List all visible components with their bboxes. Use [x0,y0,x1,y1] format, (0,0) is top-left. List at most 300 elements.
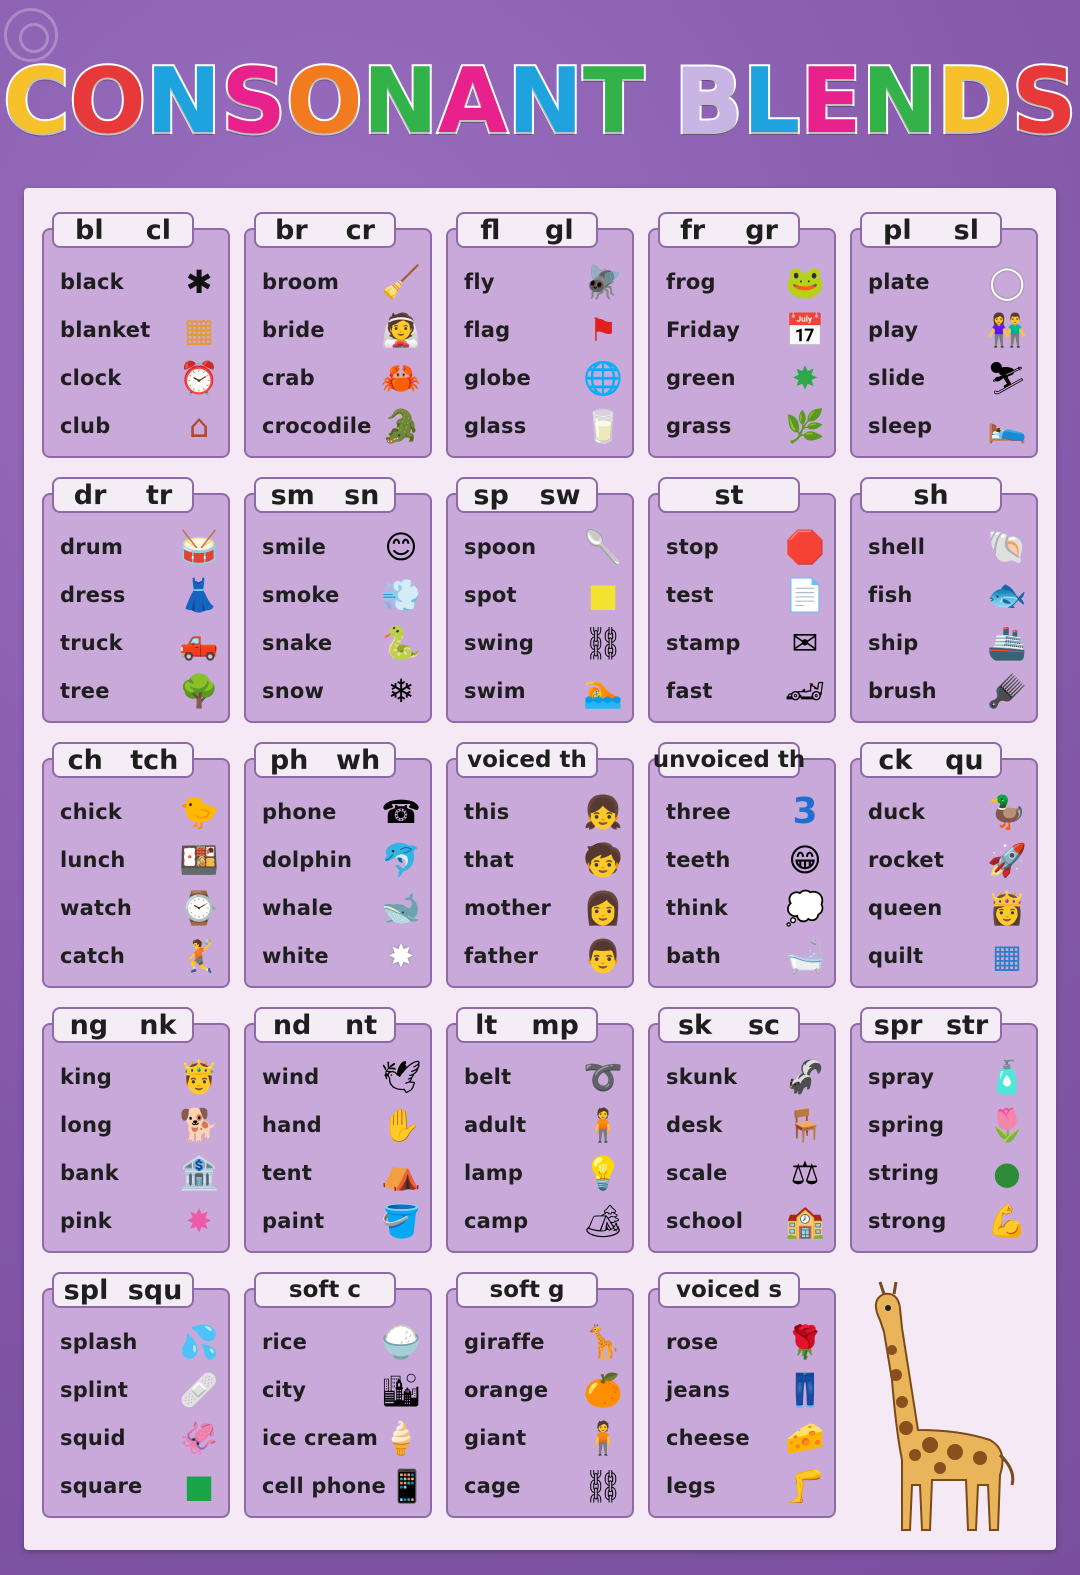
giraffe-illustration-icon [840,1280,1020,1540]
word-row [60,788,220,836]
blend-card-header [254,1007,396,1043]
blend-label: sn [344,479,380,511]
desk-icon: 🪑 [785,1106,825,1144]
teeth-icon: 😁 [788,841,822,879]
blend-label: qu [945,744,984,776]
example-word: phone [262,800,337,824]
blend-label: spl [63,1274,109,1306]
camp-icon: 🏕 [582,1202,624,1240]
blend-label: squ [127,1274,183,1306]
word-list [868,1053,1028,1245]
example-word: three [666,800,731,824]
spray-bottle-icon: 🧴 [987,1058,1027,1096]
example-word: skunk [666,1065,738,1089]
mother-icon: 👩 [583,889,623,927]
snake-icon: 🐍 [381,624,421,662]
example-word: cage [464,1474,521,1498]
blend-card [42,214,230,458]
fish-icon: 🐟 [987,576,1027,614]
word-row [868,1101,1028,1149]
example-word: that [464,848,514,872]
blend-label: sw [539,479,581,511]
blend-card [648,747,836,988]
example-word: catch [60,944,126,968]
dachshund-icon: 🐕 [179,1106,219,1144]
blend-card-header [658,1007,800,1043]
word-row [60,402,220,450]
example-word: shell [868,535,926,559]
cell-phone-icon: 📱 [387,1467,427,1505]
word-row [868,306,1028,354]
blend-card [42,479,230,723]
blend-label: cl [145,214,171,246]
title-letter: B [674,49,743,154]
word-list [464,1318,624,1510]
example-word: smoke [262,583,340,607]
blend-label: dr [73,479,107,511]
blend-card [446,747,634,988]
example-word: snow [262,679,325,703]
word-row [868,836,1028,884]
word-row [60,1366,220,1414]
example-word: spoon [464,535,537,559]
blend-card-header [254,1272,396,1308]
example-word: spray [868,1065,935,1089]
blend-label: nt [345,1009,378,1041]
word-row [464,1197,624,1245]
blend-label: spr [873,1009,923,1041]
word-list [464,788,624,980]
shell-icon: 🐚 [987,528,1027,566]
word-row [60,1414,220,1462]
word-list [868,258,1028,450]
blend-label: voiced s [675,1277,783,1303]
blend-card [446,1277,634,1518]
word-row [666,1462,826,1510]
word-row [666,258,826,306]
word-row [262,836,422,884]
strong-arm-icon: 💪 [987,1202,1027,1240]
dolphin-icon: 🐬 [381,841,421,879]
blend-label: wh [336,744,381,776]
example-word: belt [464,1065,512,1089]
blend-card [244,214,432,458]
school-icon: 🏫 [785,1202,825,1240]
blend-label: bl [75,214,104,246]
word-row [464,932,624,980]
example-word: crab [262,366,315,390]
clubhouse-icon: ⌂ [188,407,210,445]
word-row [262,258,422,306]
word-row [60,884,220,932]
example-word: sleep [868,414,933,438]
title-letter: O [286,49,363,154]
bathtub-icon: 🛁 [785,937,825,975]
tree-icon: 🌳 [179,672,219,710]
word-row [868,1197,1028,1245]
example-word: crocodile [262,414,372,438]
blend-card [850,1009,1038,1253]
example-word: rose [666,1330,719,1354]
example-word: camp [464,1209,529,1233]
title-letter: S [1011,49,1077,154]
example-word: school [666,1209,744,1233]
blend-card-header [456,212,598,248]
example-word: green [666,366,736,390]
example-word: cell phone [262,1474,387,1498]
word-row [464,836,624,884]
blend-card [446,214,634,458]
dress-icon: 👗 [179,576,219,614]
blend-card-header [860,477,1002,513]
blend-card-header [254,742,396,778]
word-row [666,667,826,715]
word-row [666,1101,826,1149]
word-list [262,523,422,715]
example-word: dolphin [262,848,353,872]
title-word-consonant [3,49,645,154]
word-row [464,523,624,571]
blend-card-header [652,742,806,778]
ship-icon: 🚢 [987,624,1027,662]
word-row [464,402,624,450]
word-row [464,1462,624,1510]
word-list [262,1318,427,1510]
word-row [666,1149,826,1197]
example-word: mother [464,896,552,920]
word-row [464,1366,624,1414]
drum-icon: 🥁 [179,528,219,566]
word-list [464,1053,624,1245]
snowflake-icon: ❄ [387,672,415,710]
word-row [464,354,624,402]
word-row [666,402,826,450]
example-word: brush [868,679,937,703]
splint-icon: 🩹 [179,1371,219,1409]
blend-label: tch [130,744,179,776]
title-letter: L [742,49,801,154]
blend-card-header [52,1007,194,1043]
giant-icon: 🧍 [583,1419,623,1457]
example-word: giraffe [464,1330,545,1354]
blend-label: gr [745,214,778,246]
blend-card-header [456,477,598,513]
example-word: fish [868,583,913,607]
blend-card [648,214,836,458]
word-row [262,1197,422,1245]
blend-label: sm [270,479,315,511]
plate-icon: ◯ [989,263,1025,301]
example-word: cheese [666,1426,750,1450]
blend-label: nd [272,1009,312,1041]
example-word: club [60,414,111,438]
example-word: frog [666,270,716,294]
pink-splash-icon: ✸ [185,1202,213,1240]
slide-icon: ⛷ [986,359,1028,397]
word-list [60,1318,220,1510]
word-row [666,571,826,619]
word-row [666,523,826,571]
word-list [262,1053,422,1245]
word-list [666,1053,826,1245]
blend-card [850,214,1038,458]
word-row [60,1462,220,1510]
city-icon: 🏙 [380,1371,422,1409]
example-word: queen [868,896,943,920]
word-list [464,258,624,450]
word-list [666,1318,826,1510]
word-row [464,1318,624,1366]
blend-card [244,744,432,988]
orange-icon: 🍊 [583,1371,623,1409]
blend-label: st [714,479,744,511]
title-letter: S [221,49,287,154]
example-word: splint [60,1378,129,1402]
word-row [262,1149,422,1197]
word-row [868,258,1028,306]
legs-icon: 🦵 [785,1467,825,1505]
example-word: this [464,800,510,824]
blend-card [244,479,432,723]
word-row [666,1414,826,1462]
example-word: bank [60,1161,119,1185]
word-list [262,788,422,980]
example-word: duck [868,800,926,824]
word-row [262,932,422,980]
cheese-icon: 🧀 [785,1419,825,1457]
word-row [262,1366,422,1414]
word-row [464,1101,624,1149]
queen-icon: 👸 [987,889,1027,927]
example-word: swing [464,631,535,655]
word-row [60,1318,220,1366]
blend-label: sk [677,1009,712,1041]
example-word: test [666,583,714,607]
jeans-icon: 👖 [785,1371,825,1409]
example-word: bride [262,318,325,342]
waffle-icon: ▦ [183,311,215,349]
example-word: lunch [60,848,126,872]
example-word: adult [464,1113,527,1137]
example-word: flag [464,318,511,342]
ice-cream-icon: 🍦 [381,1419,421,1457]
blend-label: ng [69,1009,109,1041]
swing-icon: ⛓ [582,624,624,662]
grass-icon: 🌿 [785,407,825,445]
example-word: king [60,1065,112,1089]
title-letter: T [582,49,645,154]
title-letter: N [145,49,222,154]
blend-label: sh [913,479,949,511]
blend-label: sc [747,1009,781,1041]
word-row [262,1318,422,1366]
smiling-girl-icon: 😊 [384,528,418,566]
word-row [464,1149,624,1197]
word-list [262,258,422,450]
blend-label: tr [145,479,173,511]
blend-card-header [52,1272,194,1308]
word-row [868,884,1028,932]
blend-card-header [860,212,1002,248]
smoke-icon: 💨 [381,576,421,614]
blend-card-header [456,1007,598,1043]
adult-icon: 🧍 [583,1106,623,1144]
example-word: snake [262,631,333,655]
blend-label: ph [269,744,309,776]
example-word: lamp [464,1161,524,1185]
word-row [60,1197,220,1245]
word-row [262,571,422,619]
children-playing-icon: 👫 [987,311,1027,349]
word-row [60,619,220,667]
word-row [262,1053,422,1101]
square-icon: ■ [183,1467,215,1505]
example-word: chick [60,800,123,824]
example-word: broom [262,270,340,294]
girl-globe-icon: 👧 [583,793,623,831]
race-car-icon: 🏎 [784,672,826,710]
rocket-icon: 🚀 [987,841,1027,879]
word-row [666,836,826,884]
blot-icon: ✱ [185,263,213,301]
blend-card [42,1274,230,1518]
example-word: bath [666,944,721,968]
word-row [262,667,422,715]
title-letter: E [800,49,862,154]
cage-icon: ⛓ [582,1467,624,1505]
blend-label: unvoiced th [652,747,806,773]
word-row [262,306,422,354]
glass-icon: 🥛 [583,407,623,445]
example-word: tent [262,1161,313,1185]
word-row [60,667,220,715]
title-letter: N [861,49,938,154]
lamp-icon: 💡 [583,1154,623,1192]
crab-icon: 🦀 [381,359,421,397]
word-row [60,836,220,884]
scale-icon: ⚖ [790,1154,820,1192]
example-word: strong [868,1209,947,1233]
title-letter: C [3,49,70,154]
example-word: splash [60,1330,138,1354]
word-row [60,306,220,354]
blend-card [648,1277,836,1518]
example-word: rice [262,1330,308,1354]
blend-card-header [52,477,194,513]
example-word: whale [262,896,333,920]
word-row [868,571,1028,619]
word-row [868,932,1028,980]
thinking-icon: 💭 [785,889,825,927]
word-row [262,619,422,667]
title-letter: N [507,49,583,154]
word-row [464,306,624,354]
tent-icon: ⛺ [381,1154,421,1192]
green-splash-icon: ✸ [791,359,819,397]
word-row [464,1414,624,1462]
number-three-icon: 3 [792,791,818,832]
stamp-icon: ✉ [791,624,819,662]
word-row [666,354,826,402]
word-row [464,1053,624,1101]
chick-icon: 🐤 [179,793,219,831]
word-row [60,1149,220,1197]
blend-card [648,479,836,723]
example-word: white [262,944,329,968]
blend-card-header [860,742,1002,778]
example-word: drum [60,535,124,559]
blend-card-header [658,212,800,248]
word-list [60,258,220,450]
example-word: hand [262,1113,322,1137]
example-word: legs [666,1474,716,1498]
word-row [262,1462,427,1510]
word-row [868,1149,1028,1197]
word-row [464,788,624,836]
example-word: rocket [868,848,945,872]
poster-title [0,49,1080,154]
lunch-icon: 🍱 [179,841,219,879]
wind-icon: 🕊 [380,1058,422,1096]
duck-icon: 🦆 [987,793,1027,831]
word-list [666,523,826,715]
father-icon: 👨 [583,937,623,975]
example-word: giant [464,1426,527,1450]
blend-card-header [658,1272,800,1308]
word-row [868,788,1028,836]
word-list [868,788,1028,980]
example-word: orange [464,1378,549,1402]
example-word: play [868,318,919,342]
truck-icon: 🛻 [179,624,219,662]
paint-can-icon: 🪣 [381,1202,421,1240]
word-row [60,932,220,980]
blend-label: sp [473,479,509,511]
sleeping-icon: 🛌 [987,407,1027,445]
word-row [262,1101,422,1149]
example-word: swim [464,679,526,703]
blend-card [42,1009,230,1253]
test-paper-icon: 📄 [785,576,825,614]
word-list [60,1053,220,1245]
king-icon: 🤴 [179,1058,219,1096]
example-word: father [464,944,539,968]
word-row [666,1366,826,1414]
word-row [60,1101,220,1149]
word-row [464,619,624,667]
example-word: stamp [666,631,741,655]
splash-icon: 💦 [179,1323,219,1361]
example-word: wind [262,1065,320,1089]
example-word: ice cream [262,1426,379,1450]
word-row [60,571,220,619]
giraffe-icon: 🦒 [583,1323,623,1361]
title-letter: A [437,49,508,154]
example-word: fast [666,679,713,703]
example-word: long [60,1113,113,1137]
blend-card [648,1009,836,1253]
blend-label: soft g [489,1277,565,1303]
word-row [262,1414,422,1462]
word-row [464,884,624,932]
stop-sign-icon: 🛑 [785,528,825,566]
flag-icon: ⚑ [588,311,618,349]
example-word: smile [262,535,327,559]
blend-card [244,1009,432,1253]
example-word: truck [60,631,123,655]
word-row [868,1053,1028,1101]
example-word: squid [60,1426,126,1450]
